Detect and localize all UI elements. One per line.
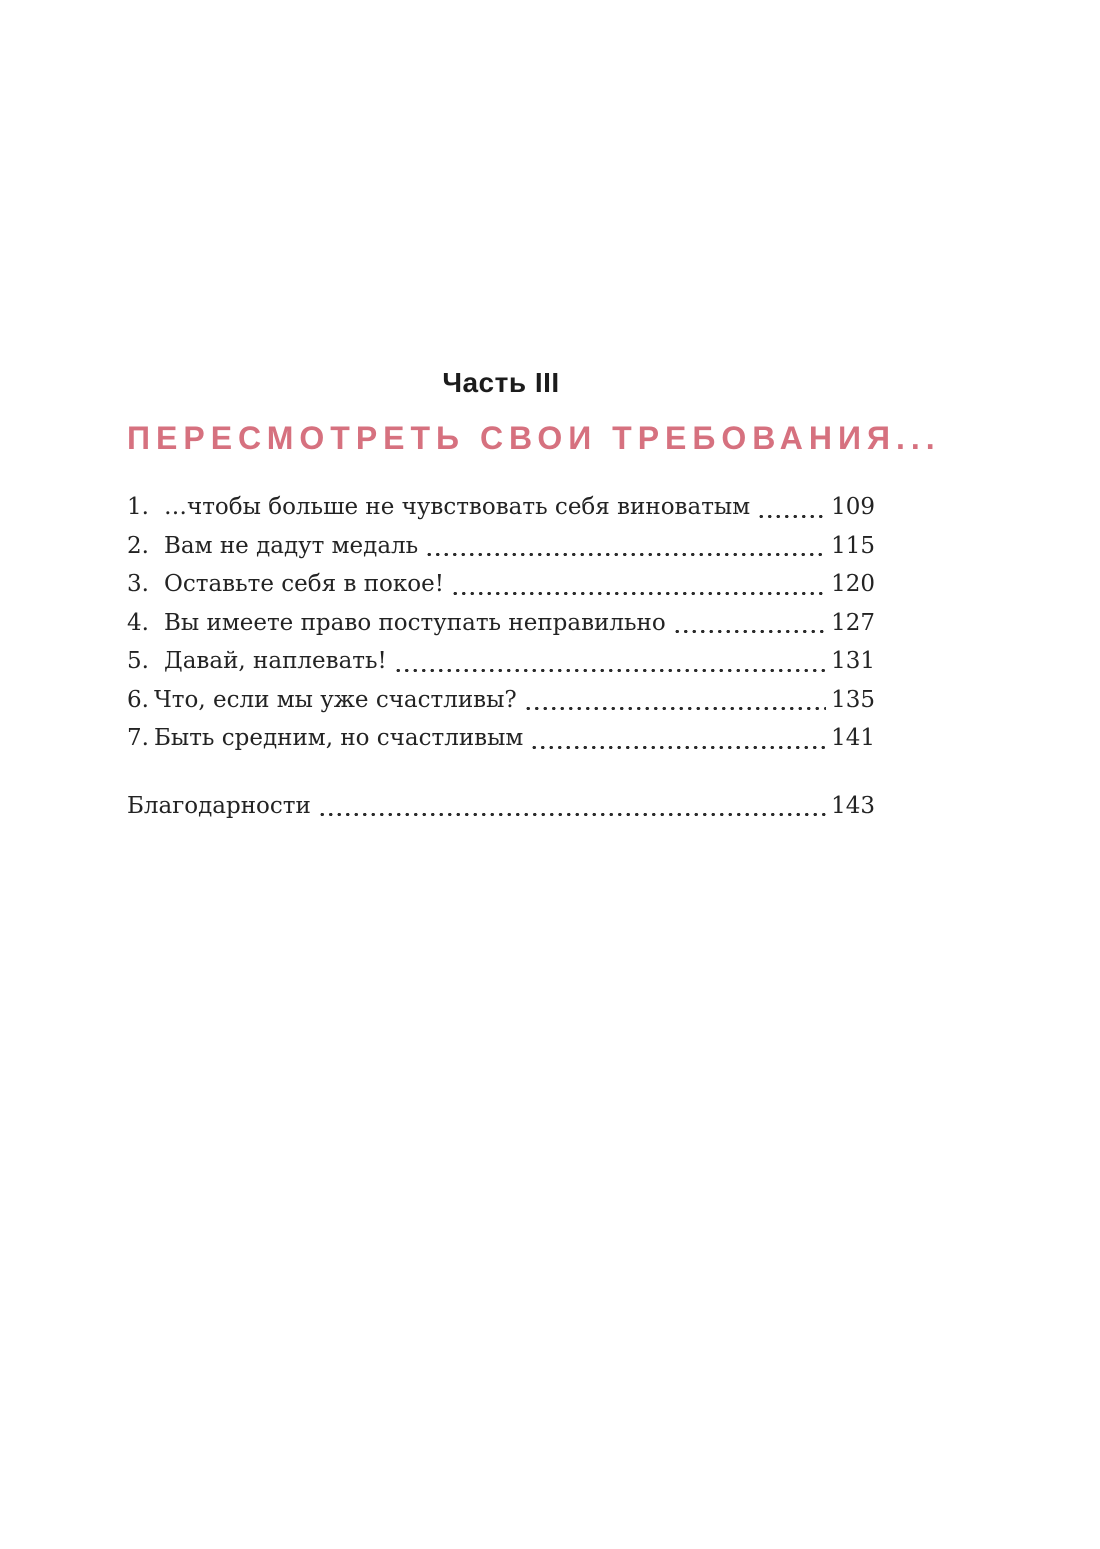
toc-item-page: 127 <box>831 609 875 636</box>
toc-row <box>127 527 875 566</box>
toc-item-number: 3. <box>127 571 149 597</box>
toc-item-number: 7. <box>127 725 149 751</box>
toc-item-page: 143 <box>831 792 875 819</box>
toc-item-title: …чтобы больше не чувствовать себя виноватым <box>164 494 751 520</box>
toc-item-title: Быть средним, но счастливым <box>154 725 524 751</box>
toc-row <box>127 719 875 758</box>
toc-row <box>127 681 875 720</box>
toc-item-number: 2. <box>127 532 149 559</box>
part-label: Часть III <box>442 367 560 398</box>
toc-item-title: Давай, наплевать! <box>164 648 387 674</box>
toc-list <box>127 488 875 758</box>
toc-row <box>127 565 875 604</box>
dot-leader <box>451 591 826 596</box>
toc-item-number: 5. <box>127 648 149 674</box>
dot-leader <box>318 812 826 817</box>
toc-content <box>127 366 941 825</box>
toc-row-acknowledgements <box>127 787 875 826</box>
dot-leader <box>530 745 826 750</box>
toc-item-number: 6. <box>127 686 149 713</box>
toc-row <box>127 604 875 643</box>
toc-item-page: 135 <box>831 686 875 713</box>
toc-item-title: Вы имеете право поступать неправильно <box>164 609 666 636</box>
toc-item-title: Вам не дадут медаль <box>164 532 419 559</box>
toc-item-page: 120 <box>831 571 875 597</box>
toc-item-page: 131 <box>831 648 875 674</box>
toc-item-title: Что, если мы уже счастливы? <box>154 686 517 713</box>
toc-item-page: 109 <box>831 494 875 520</box>
toc-row <box>127 488 875 527</box>
toc-item-title: Оставьте себя в покое! <box>164 571 444 597</box>
dot-leader <box>673 629 826 634</box>
toc-item-number: 4. <box>127 609 149 636</box>
toc-item-page: 115 <box>831 532 875 559</box>
toc-item-title: Благодарности <box>127 792 311 819</box>
toc-item-page: 141 <box>831 725 875 751</box>
toc-row <box>127 642 875 681</box>
toc-item-number: 1. <box>127 494 149 520</box>
dot-leader <box>524 706 826 711</box>
part-title: ПЕРЕСМОТРЕТЬ СВОИ ТРЕБОВАНИЯ... <box>127 420 941 456</box>
dot-leader <box>425 552 826 557</box>
dot-leader <box>757 514 826 519</box>
dot-leader <box>394 668 826 673</box>
